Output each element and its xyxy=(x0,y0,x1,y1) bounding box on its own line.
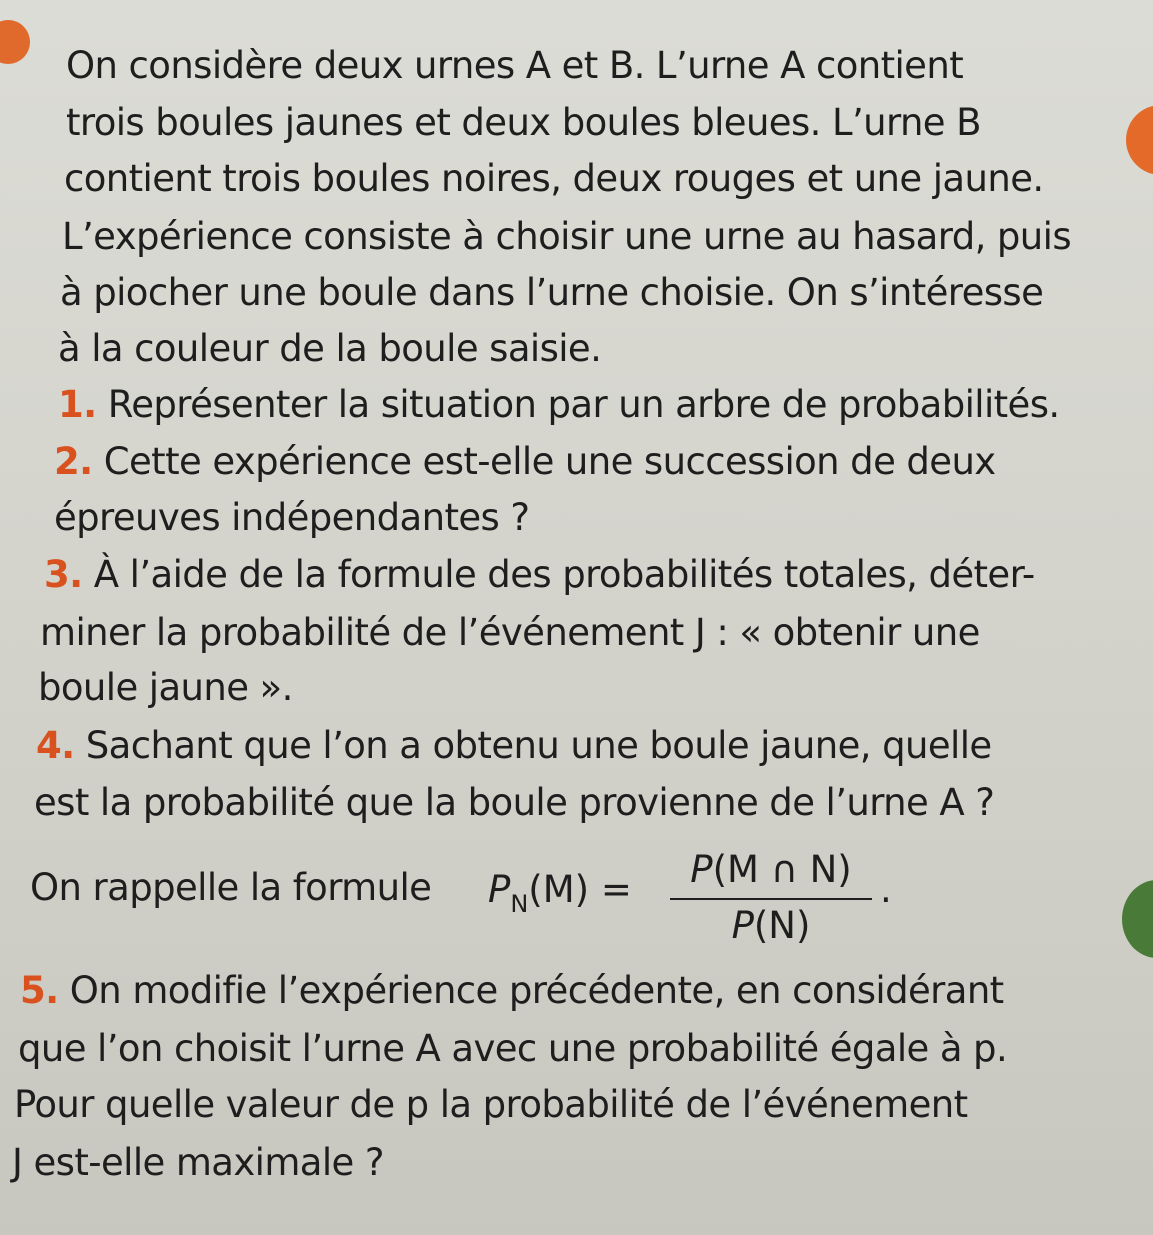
intro-line-4: L’expérience consiste à choisir une urne au hasard, puis xyxy=(62,215,1072,258)
question-4-text-line-2: est la probabilité que la boule provienne de l’urne A ? xyxy=(34,781,995,824)
question-2 xyxy=(54,440,996,484)
margin-tab-green xyxy=(1122,880,1153,958)
question-4-number: 4. xyxy=(36,724,75,767)
formula-denominator-p: P xyxy=(731,904,754,947)
formula-lhs-rest: (M) = xyxy=(528,868,632,911)
formula-lhs xyxy=(488,868,632,918)
question-5-number: 5. xyxy=(20,969,59,1012)
question-1-number: 1. xyxy=(58,383,97,426)
intro-line-1: On considère deux urnes A et B. L’urne A contient xyxy=(66,44,964,87)
question-5 xyxy=(20,969,1004,1013)
question-3-text-line-1: À l’aide de la formule des probabilités totales, déter- xyxy=(93,553,1035,596)
formula-denominator-rest: (N) xyxy=(753,904,811,947)
formula-numerator-rest: (M ∩ N) xyxy=(712,848,852,891)
question-5-text-line-1: On modifie l’expérience précédente, en considérant xyxy=(69,969,1004,1012)
question-4 xyxy=(36,724,992,768)
question-2-text-line-2: épreuves indépendantes ? xyxy=(54,496,530,539)
formula-lhs-p: P xyxy=(488,868,511,911)
question-4-text-line-1: Sachant que l’on a obtenu une boule jaune, quelle xyxy=(85,724,992,767)
formula-numerator xyxy=(670,848,872,891)
question-3 xyxy=(44,553,1035,597)
intro-line-3: contient trois boules noires, deux rouges et une jaune. xyxy=(64,157,1044,200)
formula-denominator xyxy=(670,904,872,947)
question-3-text-line-3: boule jaune ». xyxy=(38,666,293,709)
formula-end-dot: . xyxy=(880,868,892,911)
question-3-text-line-2: miner la probabilité de l’événement J : « obtenir une xyxy=(40,611,980,654)
formula-lead-text: On rappelle la formule xyxy=(30,866,432,909)
margin-tab-orange xyxy=(1126,105,1153,175)
exercise-number-marker xyxy=(0,20,30,64)
question-5-text-line-3: Pour quelle valeur de p la probabilité de l’événement xyxy=(14,1083,968,1126)
formula-numerator-p: P xyxy=(690,848,713,891)
question-2-text-line-1: Cette expérience est-elle une succession de deux xyxy=(103,440,996,483)
question-5-text-line-4: J est-elle maximale ? xyxy=(12,1141,384,1184)
question-5-text-line-2: que l’on choisit l’urne A avec une probabilité égale à p. xyxy=(18,1027,1008,1070)
intro-line-2: trois boules jaunes et deux boules bleues. L’urne B xyxy=(66,101,981,144)
formula-lhs-subscript: N xyxy=(510,890,529,918)
question-1-text: Représenter la situation par un arbre de probabilités. xyxy=(107,383,1060,426)
question-1 xyxy=(58,383,1060,427)
fraction-bar xyxy=(670,898,872,900)
question-2-number: 2. xyxy=(54,440,93,483)
question-3-number: 3. xyxy=(44,553,83,596)
intro-line-6: à la couleur de la boule saisie. xyxy=(58,327,602,370)
intro-line-5: à piocher une boule dans l’urne choisie. On s’intéresse xyxy=(60,271,1044,314)
